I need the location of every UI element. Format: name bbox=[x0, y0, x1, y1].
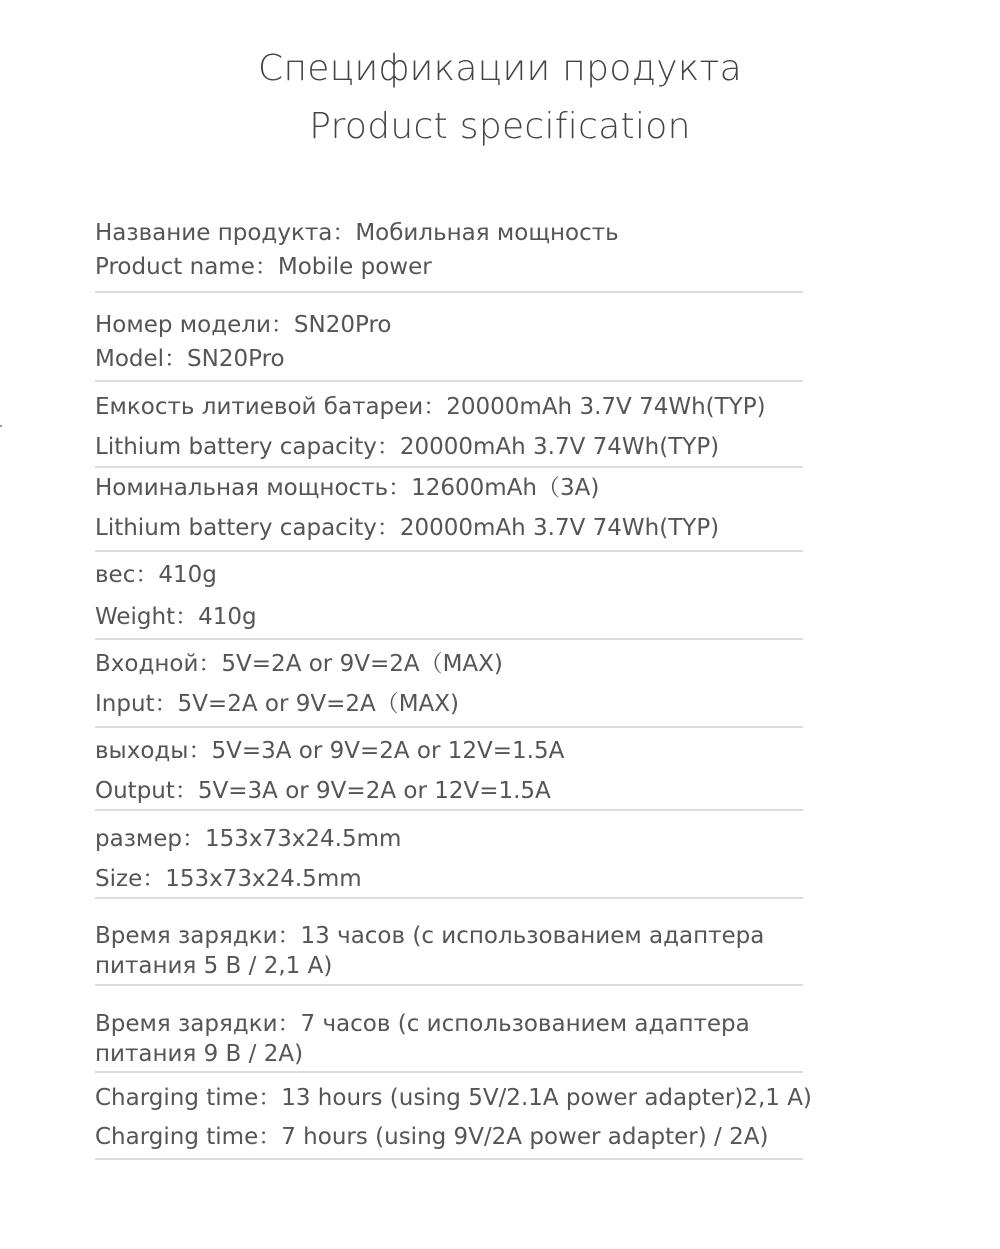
divider bbox=[95, 638, 803, 640]
spec-charging-time-en-2: Charging time：7 hours (using 9V/2A power adapter) / 2А) bbox=[95, 1124, 769, 1150]
spec-rated-capacity-en: Lithium battery capacity：20000mAh 3.7V 74Wh(TYP) bbox=[95, 515, 720, 541]
divider bbox=[95, 291, 803, 293]
spec-charging-5v-ru-line2: питания 5 В / 2,1 А) bbox=[95, 953, 333, 979]
divider bbox=[95, 897, 803, 899]
divider bbox=[95, 1071, 803, 1073]
spec-input-en: Input：5V=2A or 9V=2A（MAX) bbox=[95, 691, 460, 717]
spec-charging-time-en-1: Charging time：13 hours (using 5V/2.1A power adapter)2,1 А) bbox=[95, 1085, 812, 1111]
spec-model-en: Model：SN20Pro bbox=[95, 346, 285, 372]
spec-weight-en: Weight：410g bbox=[95, 604, 257, 630]
divider bbox=[95, 1158, 803, 1160]
divider bbox=[95, 726, 803, 728]
spec-charging-9v-ru-line2: питания 9 В / 2А) bbox=[95, 1041, 304, 1067]
divider bbox=[95, 466, 803, 468]
divider bbox=[95, 809, 803, 811]
spec-output-ru: выходы：5V=3A or 9V=2A or 12V=1.5A bbox=[95, 738, 565, 764]
spec-capacity-en: Lithium battery capacity：20000mAh 3.7V 74Wh(TYP) bbox=[95, 434, 720, 460]
spec-output-en: Output：5V=3A or 9V=2A or 12V=1.5A bbox=[95, 778, 551, 804]
spec-weight-ru: вес：410g bbox=[95, 562, 217, 588]
page-title-en: Product specification bbox=[309, 106, 691, 147]
spec-product-name-ru: Название продукта：Мобильная мощность bbox=[95, 220, 619, 246]
page-title-ru: Спецификации продукта bbox=[258, 48, 742, 89]
spec-input-ru: Входной：5V=2A or 9V=2A（MAX) bbox=[95, 651, 503, 677]
spec-charging-5v-ru-line1: Время зарядки：13 часов (с использованием адаптера bbox=[95, 923, 765, 949]
spec-charging-9v-ru-line1: Время зарядки：7 часов (с использованием адаптера bbox=[95, 1011, 750, 1037]
divider bbox=[95, 380, 803, 382]
divider bbox=[95, 984, 803, 986]
spec-rated-capacity-ru: Номинальная мощность：12600mAh（3A) bbox=[95, 475, 600, 501]
stray-dot bbox=[0, 425, 2, 427]
spec-size-ru: размер：153x73x24.5mm bbox=[95, 826, 402, 852]
spec-size-en: Size：153x73x24.5mm bbox=[95, 866, 362, 892]
spec-model-ru: Номер модели：SN20Pro bbox=[95, 312, 392, 338]
spec-capacity-ru: Емкость литиевой батареи：20000mAh 3.7V 74Wh(TYP) bbox=[95, 394, 766, 420]
divider bbox=[95, 550, 803, 552]
spec-product-name-en: Product name：Mobile power bbox=[95, 254, 432, 280]
